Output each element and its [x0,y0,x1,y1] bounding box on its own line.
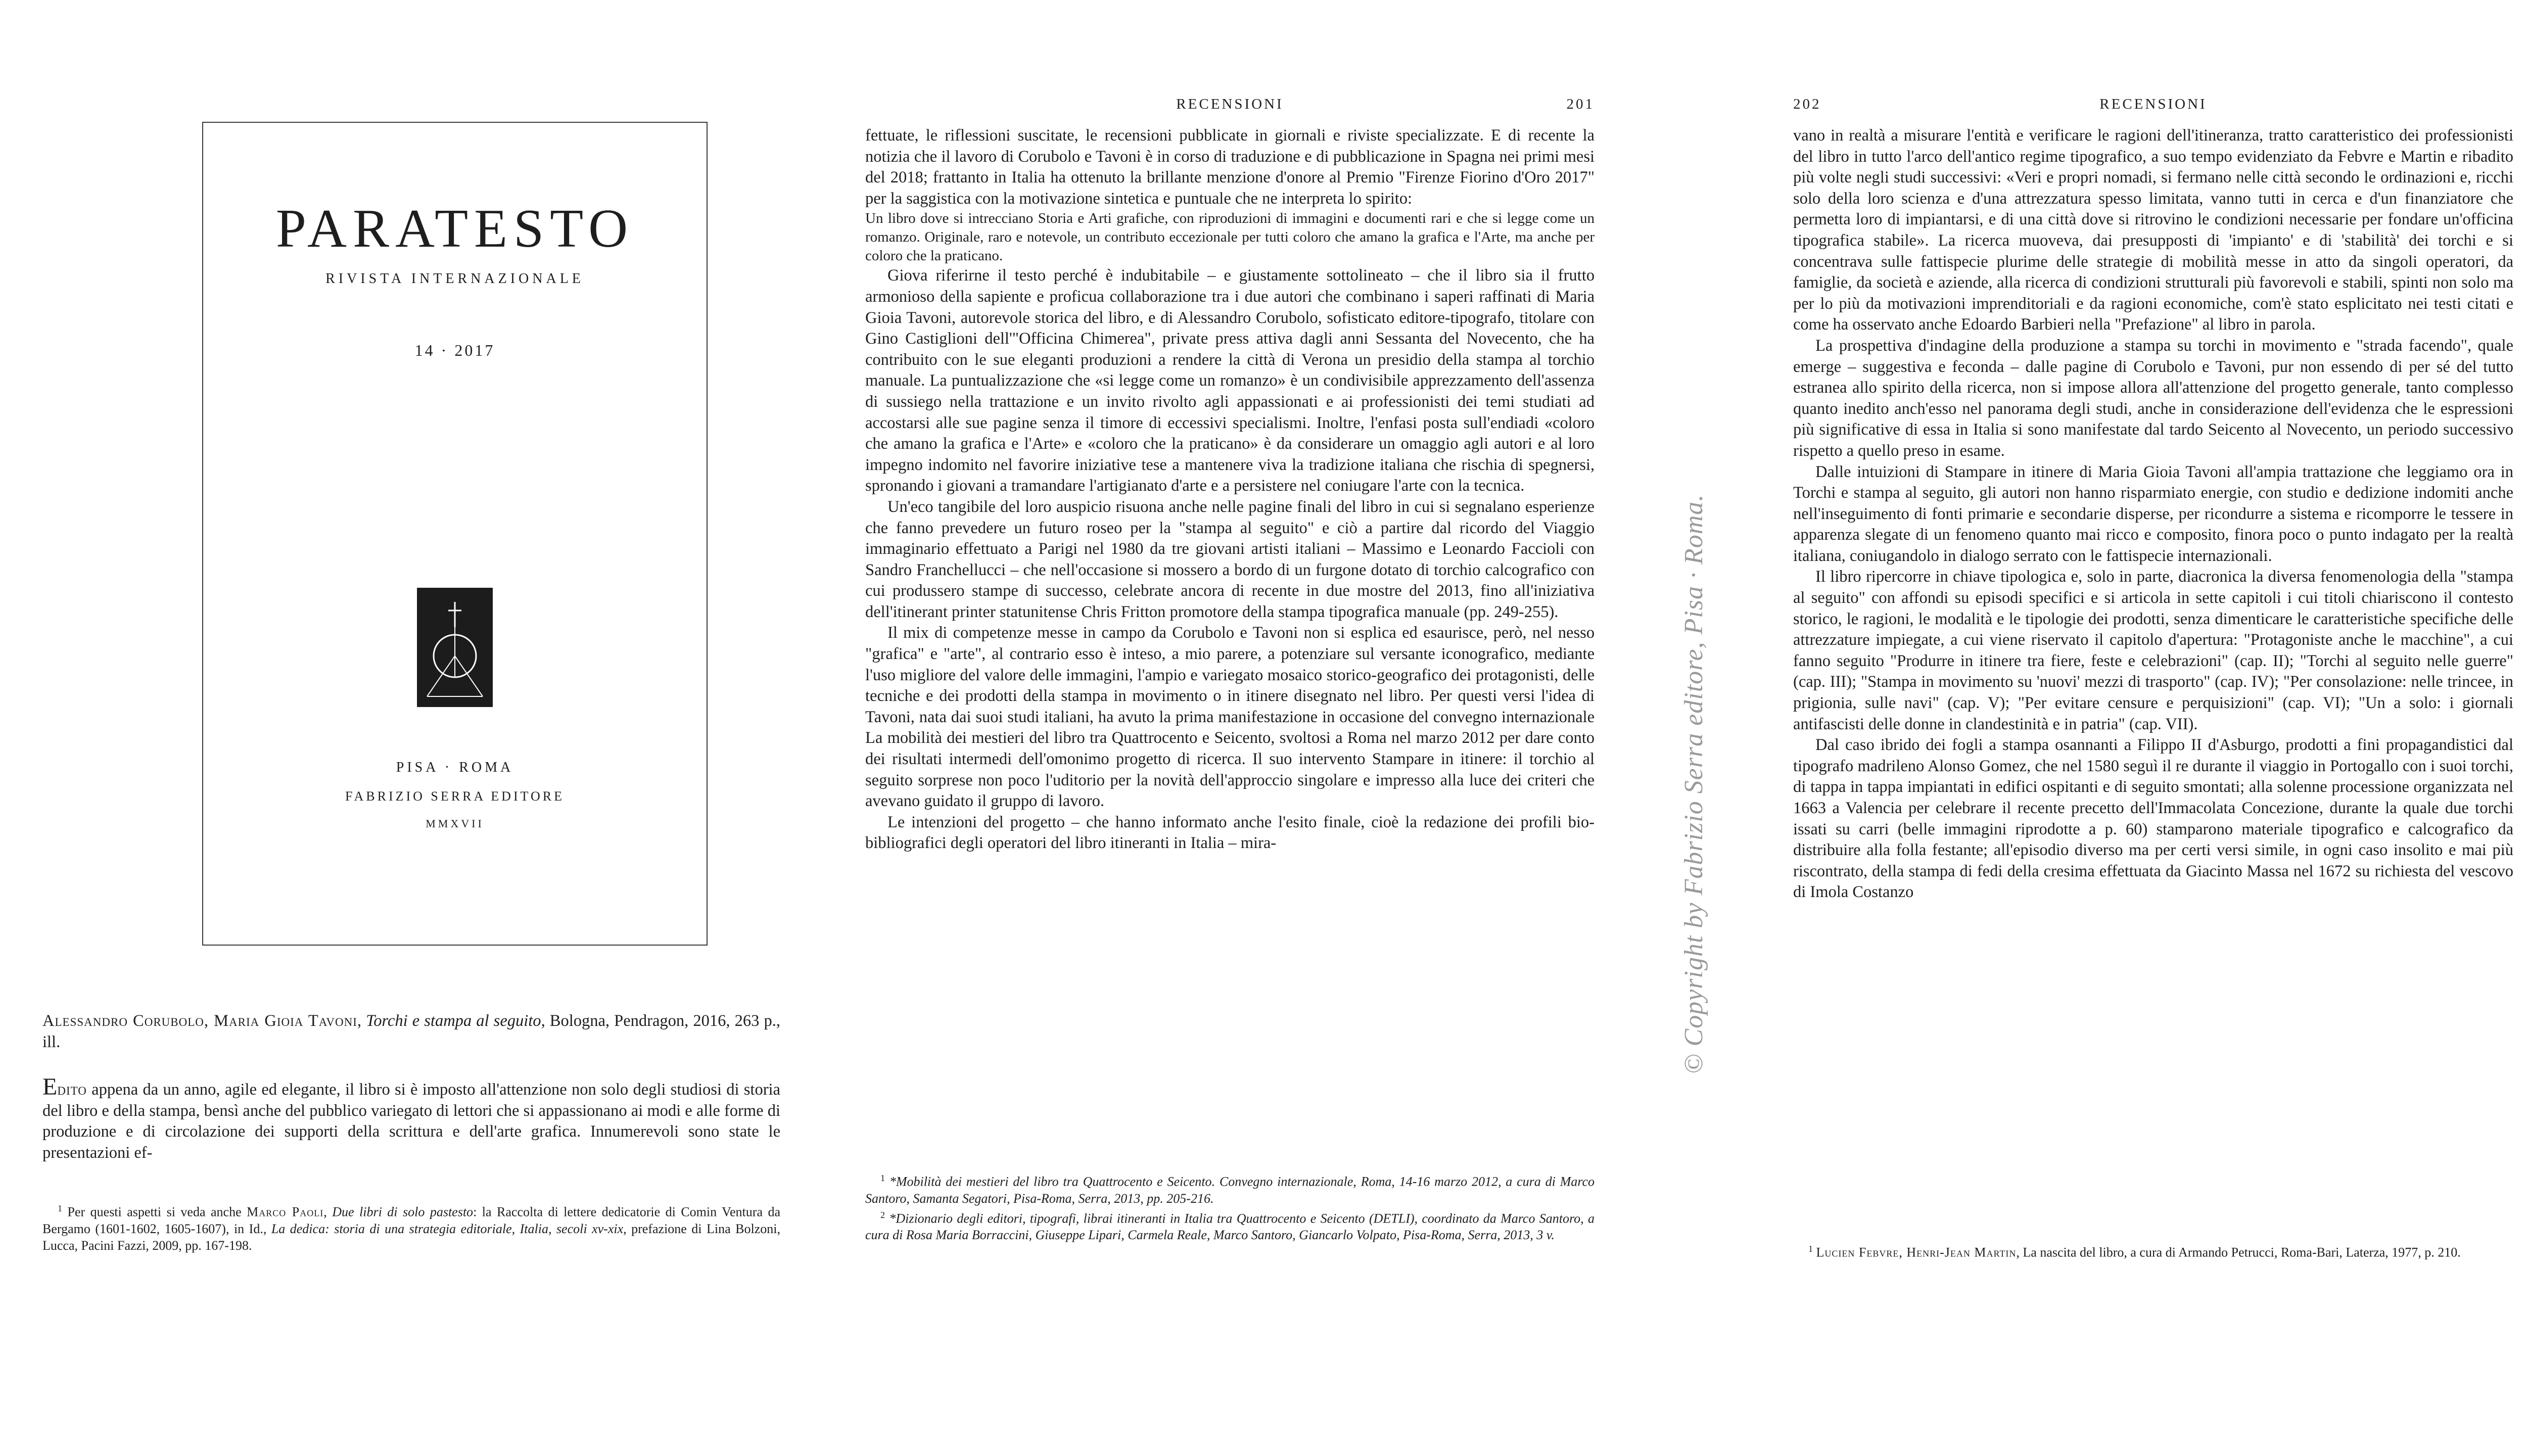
paragraph: Il libro ripercorre in chiave tipologica e, solo in parte, diacronica la diversa fenomenologia della "stampa al seguito" con affondi su episodi specifici e si articola in sette capitoli i cui titoli chiariscono il contesto storico, le ragioni, le modalità e le tipologie dei prodotti, senza dimenticare le caratteristiche specifiche delle attrezzature impiegate, a cui viene riservato il capitolo d'apertura: "Protagoniste anche le macchine", a cui fanno seguito "Produrre in itinere tra fiere, feste e celebrazioni" (cap. II); "Torchi al seguito nelle guerre" (cap. III); "Stampa in movimento su 'nuovi' mezzi di trasporto" (cap. IV); "Per consolazione: nelle trincee, in prigionia, sulle navi" (cap. V); "Per evitare censure e perquisizioni" (cap. VI); "Un a solo: i giornali antifascisti delle donne in clandestinità e in patria" (cap. VII). [1793,568,2513,733]
paragraph: Giova riferirne il testo perché è indubitabile – e giustamente sottolineato – che il libro sia il frutto armonioso della sapiente e proficua collaborazione tra i due autori che combinano i saperi raffinati di Maria Gioia Tavoni, autorevole storica del libro, e di Alessandro Corubolo, sofisticato editore-tipografo, titolare con Gino Castiglioni dell'"Officina Chimerea", private press attiva dagli anni Sessanta del Novecento, che ha contribuito con le sue eleganti produzioni a rendere la città di Verona un presidio della stampa al torchio manuale. La puntualizzazione che «si legge come un romanzo» è un condivisibile apprezzamento dell'assenza di sussiego nella trattazione e un invito rivolto agli appassionati e ai professionisti dei temi studiati ad accostarsi alle sue pagine senza il timore di eccessivi specialismi. Inoltre, l'enfasi posta sull'endiadi «coloro che amano la grafica e l'Arte» e «coloro che la praticano» è da considerare un omaggio agli autori e al loro impegno indomito nel favorire iniziative tese a mantenere viva la tradizione italiana che rischia di spegnersi, spronando i giovani a tramandare l'artigianato d'arte e a persistere nel coniugare l'arte con la tecnica. [865,266,1595,495]
intro-text: appena da un anno, agile ed elegante, il libro si è imposto all'attenzione non solo degli studiosi di storia del libro e della stampa, bensì anche del pubblico variegato di lettori che si appassionano ai modi e alle forme di produzione e di circolazione dei supporti della scrittura e dell'arte grafica. Innumerevoli sono state le presentazioni ef- [42,1081,780,1162]
paragraph: Le intenzioni del progetto – che hanno informato anche l'esito finale, cioè la redazione dei profili bio-bibliografici degli operatori del libro itineranti in Italia – mira- [865,813,1595,853]
paragraph: Un'eco tangibile del loro auspicio risuona anche nelle pagine finali del libro in cui si segnalano esperienze che fanno prevedere un futuro roseo per la "stampa al seguito" e ciò a partire dal ricordo del Viaggio immaginario effettuato a Parigi nel 1980 da tre giovani artisti italiani – Massimo e Leonardo Faccioli con Sandro Franchellucci – che nell'occasione si mossero a bordo di un furgone dotato di torchio calcografico con cui produssero stampe di successo, celebrate ancora di recente in due mostre del 2013, fino all'iniziativa dell'itinerant printer statunitense Chris Fritton promotore della stampa tipografica manuale (pp. 249-255). [865,497,1595,621]
page-cover [42,0,780,1456]
review-heading: Alessandro Corubolo, Maria Gioia Tavoni, Torchi e stampa al seguito, Bologna, Pendragon, 2016, 263 p., ill. [42,1012,781,1051]
copyright-notice [1673,379,1718,1076]
book-cover [202,122,708,946]
cover-subtitle: RIVISTA INTERNAZIONALE [325,271,584,287]
cover-year: MMXVII [426,817,484,830]
cover-publisher: FABRIZIO SERRA EDITORE [345,789,565,804]
page-number: 201 [1566,96,1595,112]
footnotes [865,1170,1595,1243]
review-book-title: Torchi e stampa al seguito [366,1012,541,1030]
paragraph: La prospettiva d'indagine della produzione a stampa su torchi in movimento e "strada facendo", quale emerge – suggestiva e feconda – dalle pagine di Corubolo e Tavoni, pur non essendo di per sé del tutto estranea allo spirito della ricerca, non si impose allora all'attenzione del progetto generale, tanto complesso quanto inedito anch'esso nel panorama degli studi, anche in considerazione dell'evidenza che le espressioni più significative di essa in Italia si sono manifestate dal tardo Seicento al Novecento, un periodo successivo rispetto a quello preso in esame. [1793,336,2513,460]
footnote-1: $^1$ *Mobilità dei mestieri del libro tra Quattrocento e Seicento. Convegno internazionale, Roma, 14-16 marzo 2012, a cura di Marco Santoro, Samanta Segatori, Pisa-Roma, Serra, 2013, pp. 205-216. [865,1173,1595,1206]
page-202 [1793,0,2513,1456]
paragraph: vano in realtà a misurare l'entità e verificare le ragioni dell'itineranza, tratto caratteristico dei professionisti del libro in tutto l'arco dell'antico regime tipografico, a suo tempo evidenziato da Febvre e Martin e ribadito più volte negli studi successivi: «Veri e propri nomadi, si fermano nelle città secondo le ordinazioni e, ricchi solo della loro scienza e d'una attrezzatura spesso limitata, vanno tutti in cerca e d'un finanziatore che permetta loro di impiantarsi, e di una città dove si ritrovino le condizioni necessarie per fondare un'officina tipografica stabile». La ricerca muoveva, dai presupposti di 'impianto' e di 'stabilità' dei torchi e si concentrava sulle fattispecie plurime delle strategie di mobilità messe in atto da singoli operatori, da famiglie, da società e aziende, alla ricerca di condizioni strutturali più favorevoli e stabili, spinti non solo ma per lo più da motivazioni imprenditoriali e da ragioni economiche, com'è stato esplicitato nei testi citati e come ha osservato anche Edoardo Barbieri nella "Prefazione" al libro in parola. [1793,126,2513,334]
running-head [865,96,1595,116]
copyright-text: © Copyright by Fabrizio Serra editore, Pisa · Roma. [1679,494,1708,1074]
running-head [1793,96,2513,116]
footnotes [1793,1241,2513,1261]
paragraph: Il mix di competenze messe in campo da Corubolo e Tavoni non si esplica ed esaurisce, però, nel nesso "grafica" e "arte", al contrario esso è inteso, a mio parere, a potenziare sul versante iconografico, mediante l'uso migliore del valore delle immagini, l'ampio e variegato mosaico storico-geografico dei protagonisti, delle tecniche e dei prodotti della stampa in movimento o in itinere disegnato nel libro. Per questi versi l'idea di Tavoni, nata dai suoi studi italiani, ha avuto la prima manifestazione in occasione del convegno internazionale La mobilità dei mestieri del libro tra Quattrocento e Seicento, svoltosi a Roma nel marzo 2012 per dare conto dei risultati intermedi dell'omonimo progetto di ricerca. Il suo intervento Stampare in itinere: il torchio al seguito sorprese non poco l'uditorio per la novità dell'approccio singolare e impresso alla luce dei criteri che avevano guidato il gruppo di lavoro. [865,624,1595,811]
running-head-title: RECENSIONI [2099,96,2207,112]
running-head-title: RECENSIONI [1176,96,1284,112]
page-number: 202 [1793,96,1821,112]
block-quote: Un libro dove si intrecciano Storia e Arti grafiche, con riproduzioni di immagini e documenti rari e che si legge come un romanzo. Originale, raro e notevole, un contributo eccezionale per tutti coloro che amano la grafica e l'Arte, ma anche per coloro che la praticano. [865,210,1595,264]
cover-issue: 14 · 2017 [414,341,495,359]
footnote-2: $^2$ *Dizionario degli editori, tipografi, librai itineranti in Italia tra Quattrocento e Seicento (DETLI), coordinato da Marco Santoro, a cura di Rosa Maria Borraccini, Giuseppe Lipari, Carmela Reale, Marco Santoro, Giancarlo Volpato, Pisa-Roma, Serra, 2013, 3 v. [865,1209,1595,1243]
body-text [1793,125,2513,903]
footnote-1: $^1$ Per questi aspetti si veda anche Marco Paoli, Due libri di solo pastesto: la Raccolta di lettere dedicatorie di Comin Ventura da Bergamo (1601-1602, 1605-1607), in Id., La dedica: storia di una strategia editoriale, Italia, secoli xv-xix, prefazione di Lina Bolzoni, Lucca, Pacini Fazzi, 2009, pp. 167-198. [42,1203,781,1253]
drop-cap: E [42,1073,58,1100]
cover-title: PARATESTO [275,199,634,259]
review-authors: Alessandro Corubolo, Maria Gioia Tavoni [42,1012,357,1030]
review-book-details: , Bologna, Pendragon, 2016, 263 p., ill. [42,1012,781,1051]
paragraph: fettuate, le riflessioni suscitate, le recensioni pubblicate in giornali e riviste specializzate. E di recente la notizia che il lavoro di Corubolo e Tavoni è in corso di traduzione e di pubblicazione in Spagna nei primi mesi del 2018; frattanto in Italia ha ottenuto la brillante menzione d'onore al Premio "Firenze Fiorino d'Oro 2017" per la saggistica con la motivazione sintetica e puntuale che ne interpreta lo spirito: [865,126,1595,208]
publisher-logo-icon [417,588,493,707]
page-201 [865,0,1595,1456]
paragraph: Dal caso ibrido dei fogli a stampa osannanti a Filippo II d'Asburgo, prodotti a fini propagandistici dal tipografo madrileno Alonso Gomez, che nel 1580 seguì il re durante il viaggio in Portogallo con i suoi torchi, di tappa in tappa impiantati in edifici ospitanti e di seguito smontati; alla solenne processione organizzata nel 1663 a Valencia per celebrare il recente precetto dell'Immacolata Concezione, durante la quale due torchi issati su carri (belle immagini riprodotte a p. 60) stamparono materiale tipografico e calcografico da distribuire alla folla festante; all'episodio diverso ma per certi versi simile, in ogni caso insolito e mai più riscontrato, della stampa di fedi della cresima effettuata da Giacinto Massa nel 1672 su richiesta del vescovo di Imola Costanzo [1793,736,2513,902]
footnote-1: $^1$ Lucien Febvre, Henri-Jean Martin, La nascita del libro, a cura di Armando Petrucci, Roma-Bari, Laterza, 1977, p. 210. [1808,1244,2461,1260]
review-intro [42,1073,780,1163]
intro-smallcaps: dito [57,1081,87,1099]
body-text [865,125,1595,854]
cover-city: PISA · ROMA [396,760,514,775]
paragraph: Dalle intuizioni di Stampare in itinere di Maria Gioia Tavoni all'ampia trattazione che leggiamo ora in Torchi e stampa al seguito, gli autori non hanno risparmiato energie, con studio e dedizione indomiti anche nell'inseguimento di fonti primarie e secondarie disperse, per ricondurre a sistema e ricomporre le tessere in apparenza slegate di un fenomeno quanto mai ricco e composito, finora poco o punto indagato per la realtà italiana, coniugandolo in dialogo serrato con le fattispecie internazionali. [1793,462,2513,565]
footnotes-cover [42,1200,780,1254]
